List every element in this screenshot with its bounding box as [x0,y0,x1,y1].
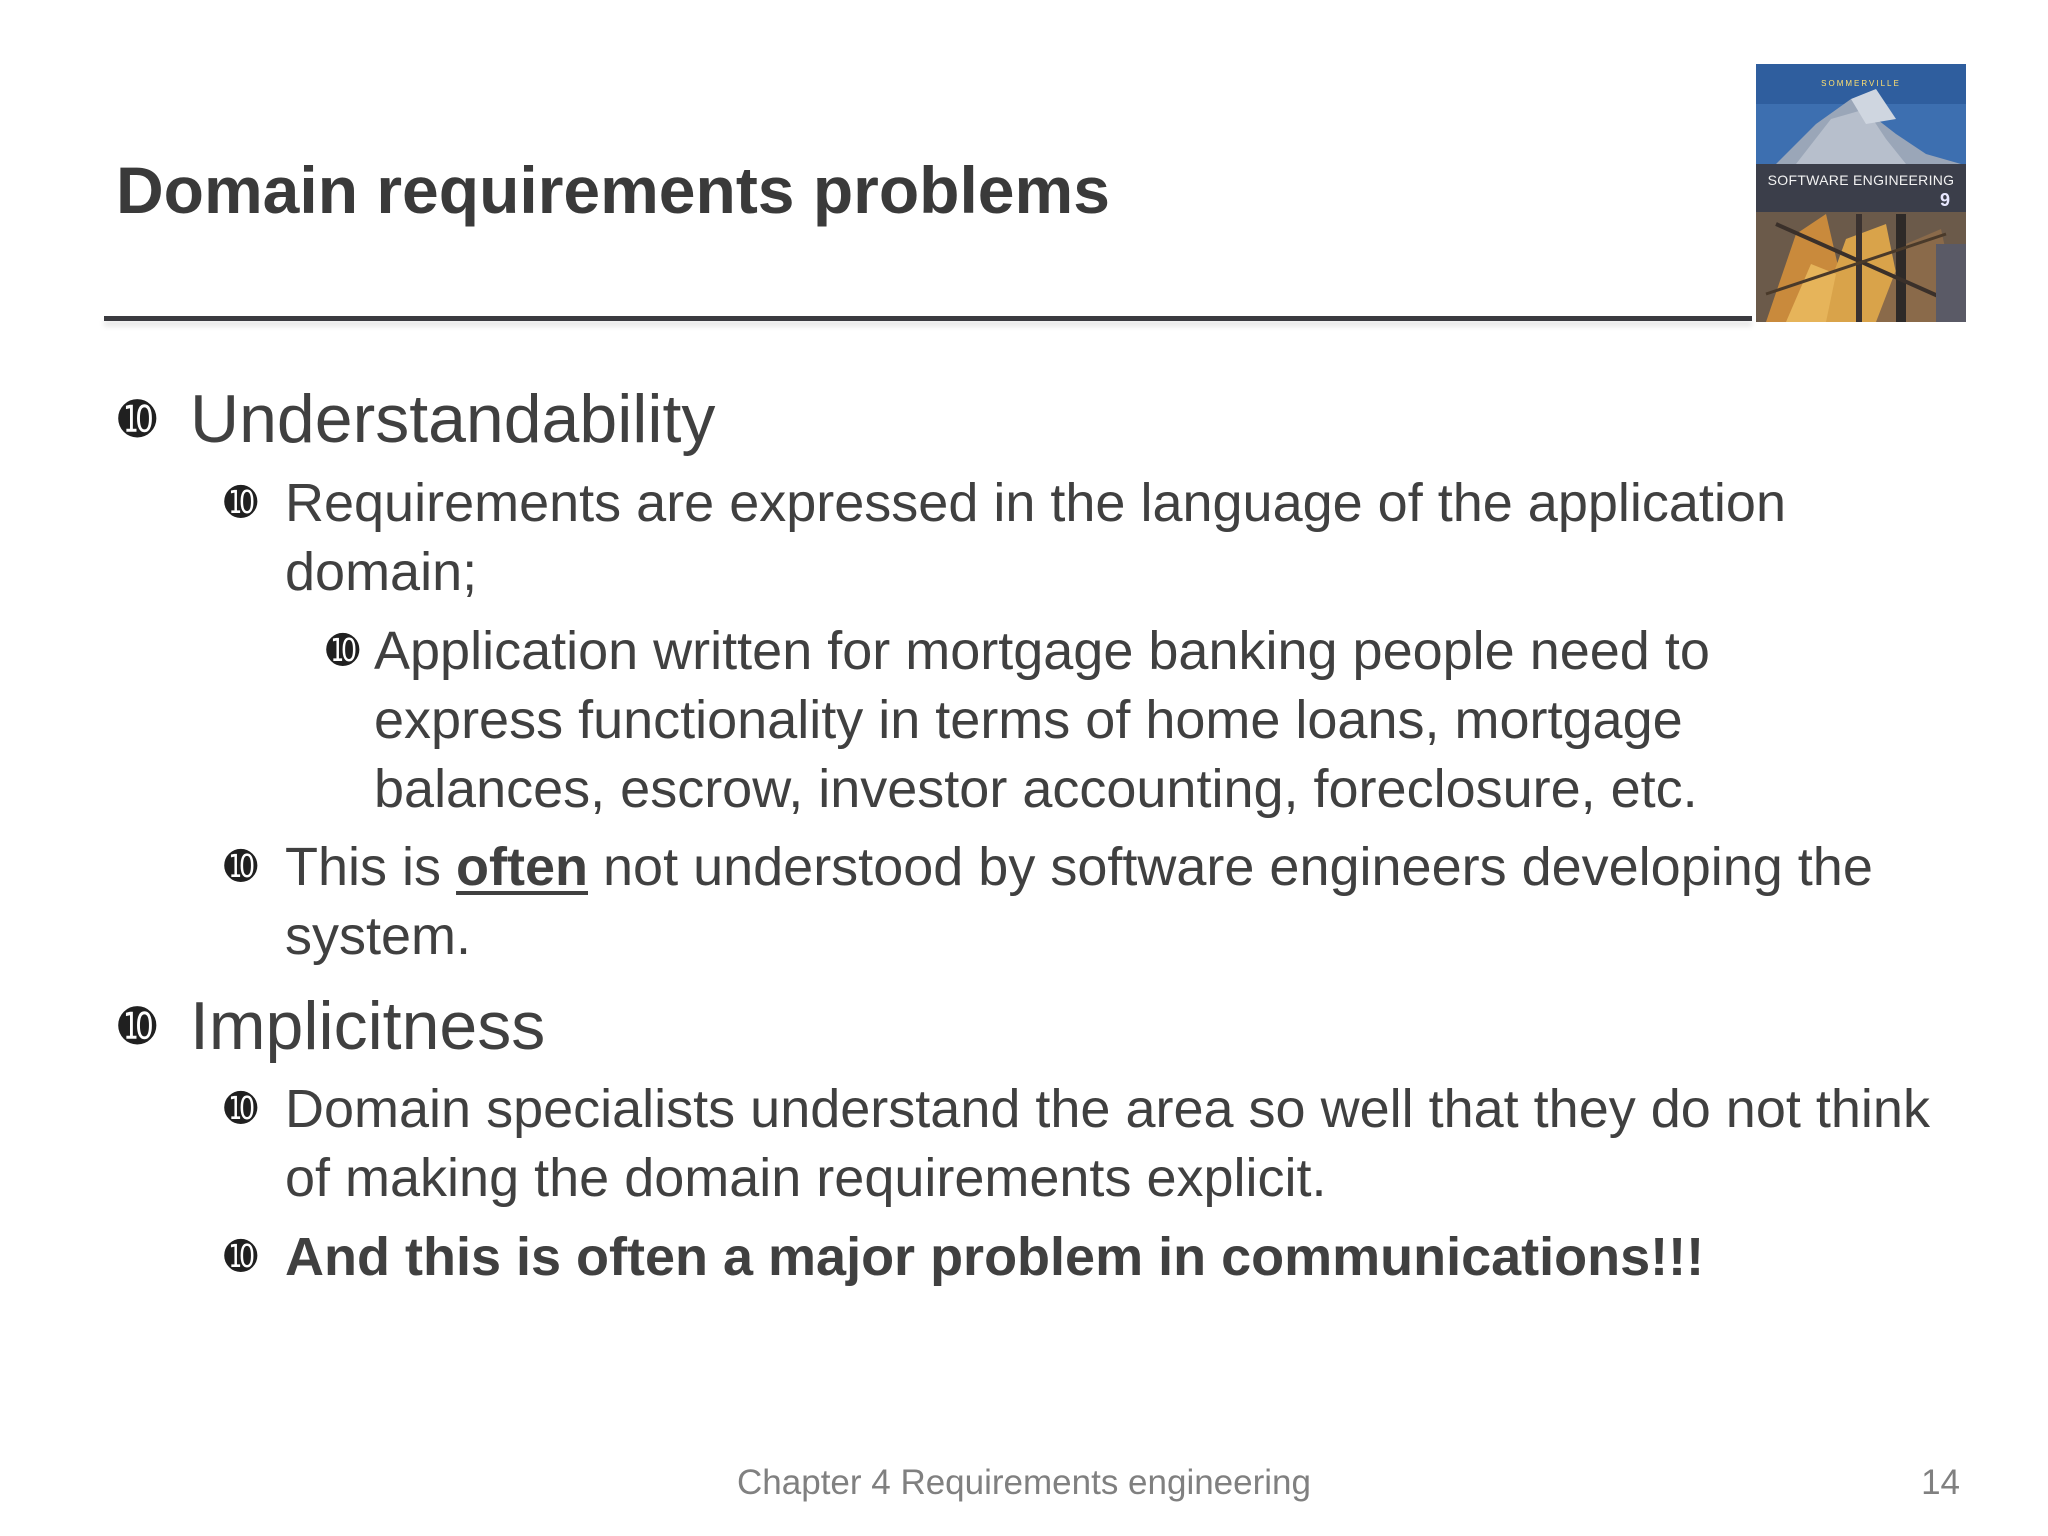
bullet-implicitness [118,988,546,1064]
bullet-text: Domain specialists understand the area so well that they do not think of making the domain requirements explicit. [285,1079,1930,1208]
slide-title: Domain requirements problems [116,153,1110,227]
bullet-icon: ➓ [326,629,360,673]
bullet-text: Requirements are expressed in the language of the application domain; [285,473,1786,602]
cover-title-text: SOFTWARE ENGINEERING [1767,172,1955,188]
bullet-language-of-domain [224,469,1965,607]
bullet-text [285,833,1965,971]
footer-chapter: Chapter 4 Requirements engineering [737,1463,1311,1502]
emphasis-often: often [456,837,588,897]
bullet-domain-specialists [224,1075,1965,1213]
bullet-icon: ➓ [224,1235,258,1279]
bullet-icon: ➓ [224,481,258,525]
book-cover-image [1756,64,1966,322]
bullet-text: Application written for mortgage banking people need to express functionality in terms of home loans, mortgage balances, escrow, investor accounting, foreclosure, etc. [374,621,1710,819]
bullet-understandability [118,381,716,457]
bullet-often-not-understood [224,833,1965,971]
bullet-major-problem [224,1223,1965,1292]
bullet-icon: ➓ [224,1087,258,1131]
bullet-mortgage-example [326,617,1874,824]
bullet-text: Understandability [190,381,716,457]
cover-edition-number: 9 [1940,190,1951,210]
title-divider [104,316,1752,321]
bullet-text-post: not understood by software engineers developing the system. [285,837,1873,966]
bullet-icon: ➓ [224,845,258,889]
footer-page-number: 14 [1921,1463,1960,1502]
cover-author-text: SOMMERVILLE [1821,79,1901,88]
bullet-text-pre: This is [285,837,457,897]
bullet-icon: ➓ [118,393,157,445]
bullet-text: Implicitness [190,988,546,1064]
bullet-icon: ➓ [118,1000,157,1052]
bullet-text: And this is often a major problem in communications!!! [285,1227,1705,1287]
